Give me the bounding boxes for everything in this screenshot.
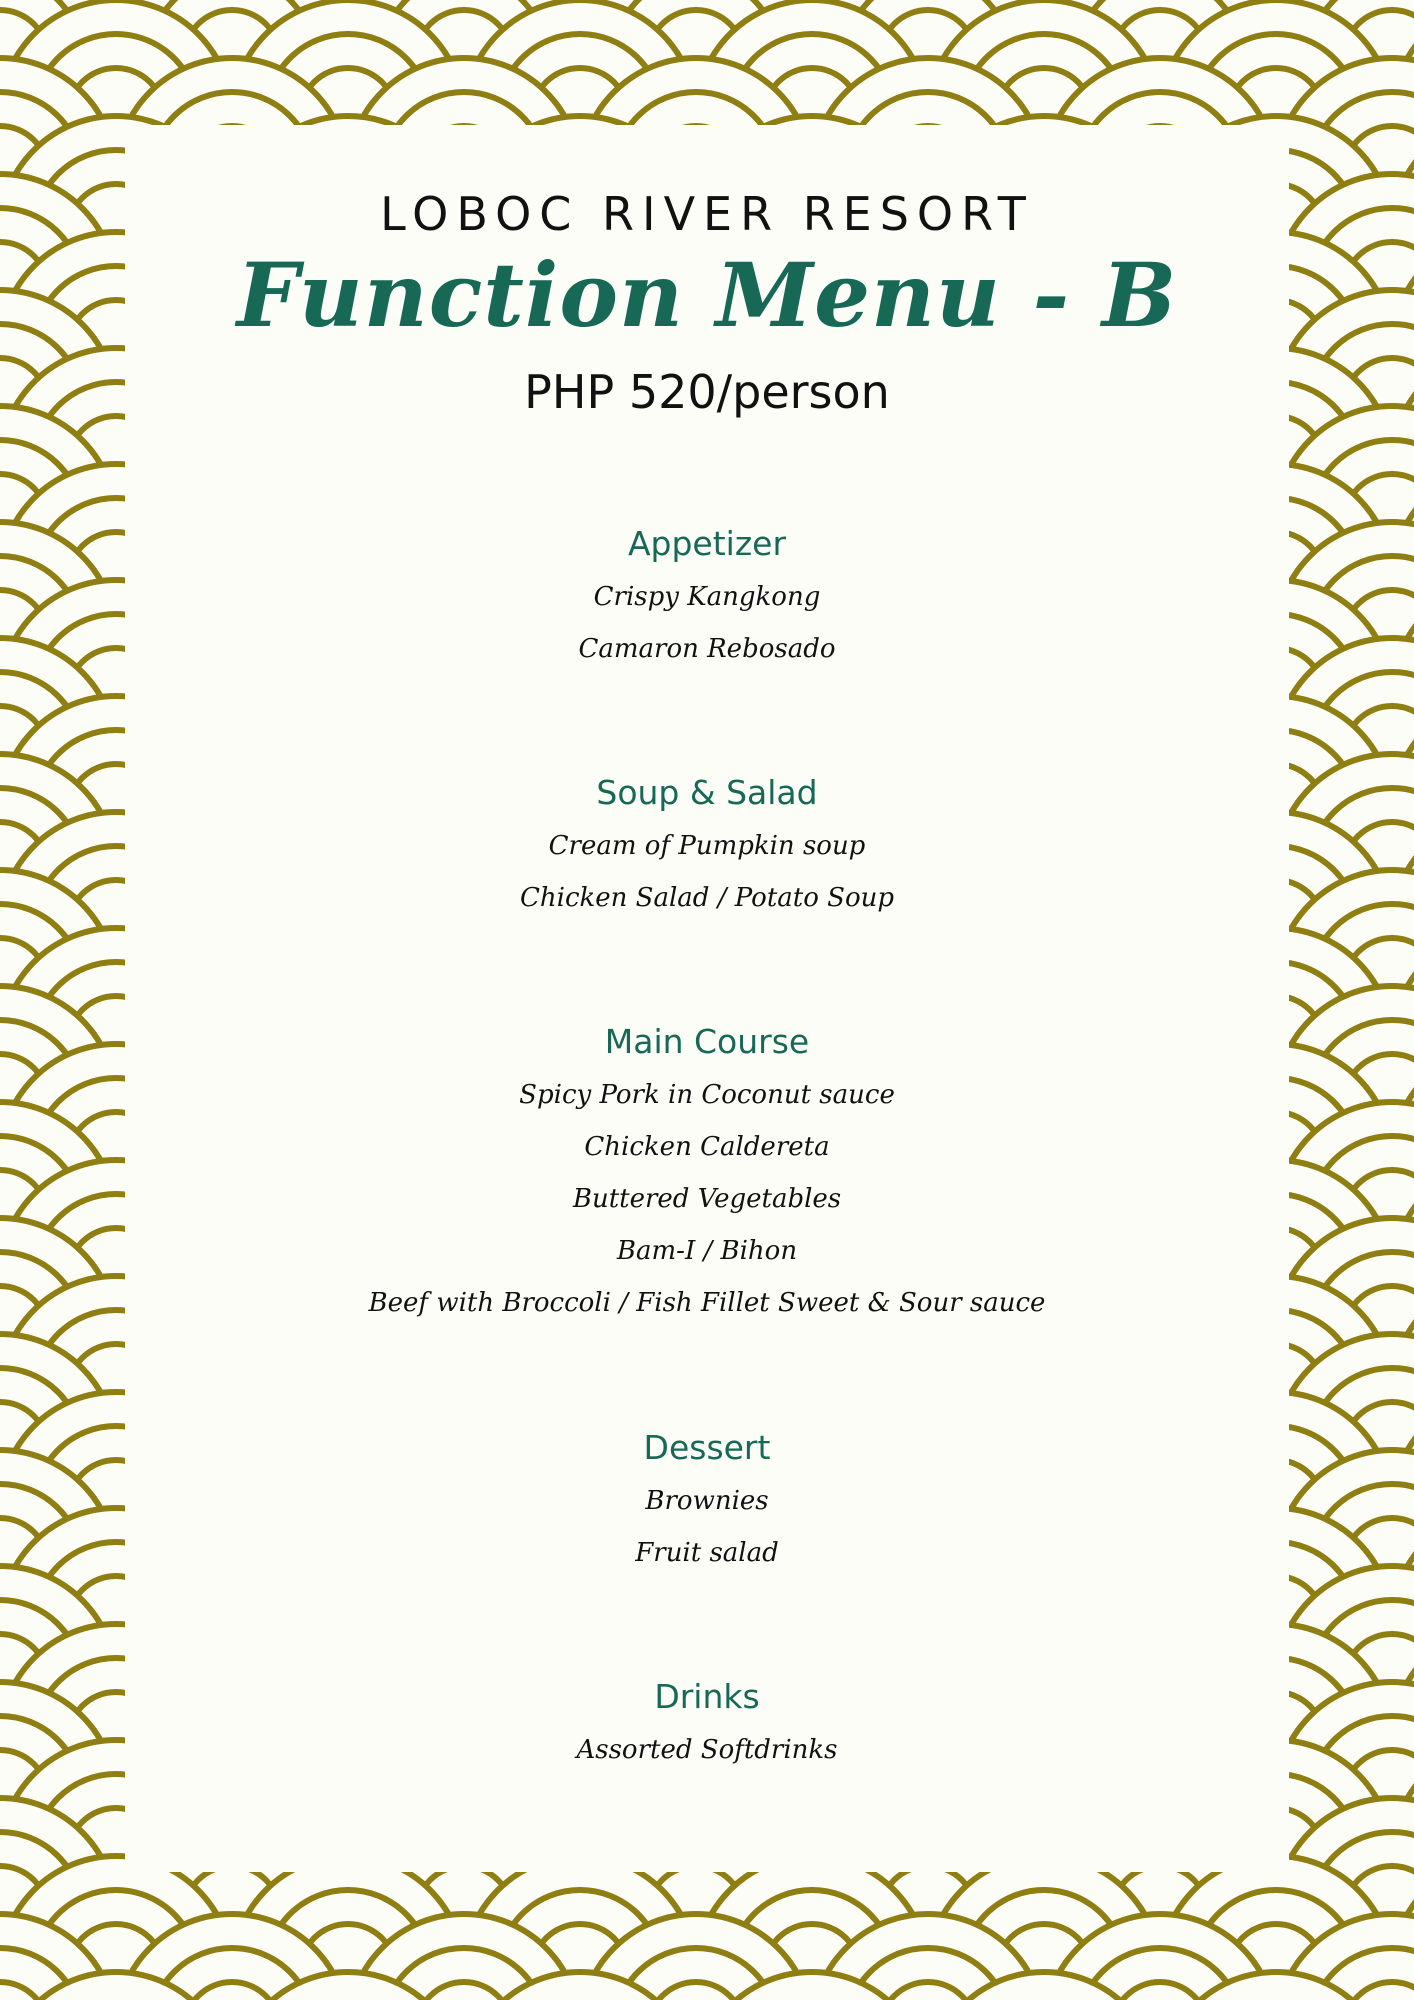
menu-item: Cream of Pumpkin soup [548,831,866,861]
menu-item: Chicken Salad / Potato Soup [520,883,894,913]
menu-item: Crispy Kangkong [593,582,821,612]
menu-item: Spicy Pork in Coconut sauce [519,1080,895,1110]
section-title: Appetizer [627,524,787,563]
menu-item: Buttered Vegetables [572,1184,842,1214]
price-per-person: PHP 520/person [524,365,890,419]
section-title: Dessert [643,1428,771,1467]
menu-item: Camaron Rebosado [578,634,836,664]
section-title: Drinks [654,1677,760,1716]
menu-item: Brownies [645,1486,769,1516]
section-dessert [125,1421,1289,1579]
section-appetizer [125,517,1289,675]
menu-panel [125,125,1289,1872]
menu-title: Function Menu - B [236,243,1178,347]
section-drinks [125,1670,1289,1776]
menu-item: Beef with Broccoli / Fish Fillet Sweet & Sour sauce [368,1288,1046,1318]
section-title: Soup & Salad [596,773,818,812]
menu-item: Chicken Caldereta [584,1132,830,1162]
section-title: Main Course [604,1022,810,1061]
section-soup-salad [125,766,1289,924]
menu-item: Assorted Softdrinks [576,1735,838,1765]
resort-name: LOBOC RIVER RESORT [380,187,1034,241]
menu-item: Bam-I / Bihon [616,1236,798,1266]
section-main-course [125,1015,1289,1329]
menu-item: Fruit salad [635,1538,779,1568]
